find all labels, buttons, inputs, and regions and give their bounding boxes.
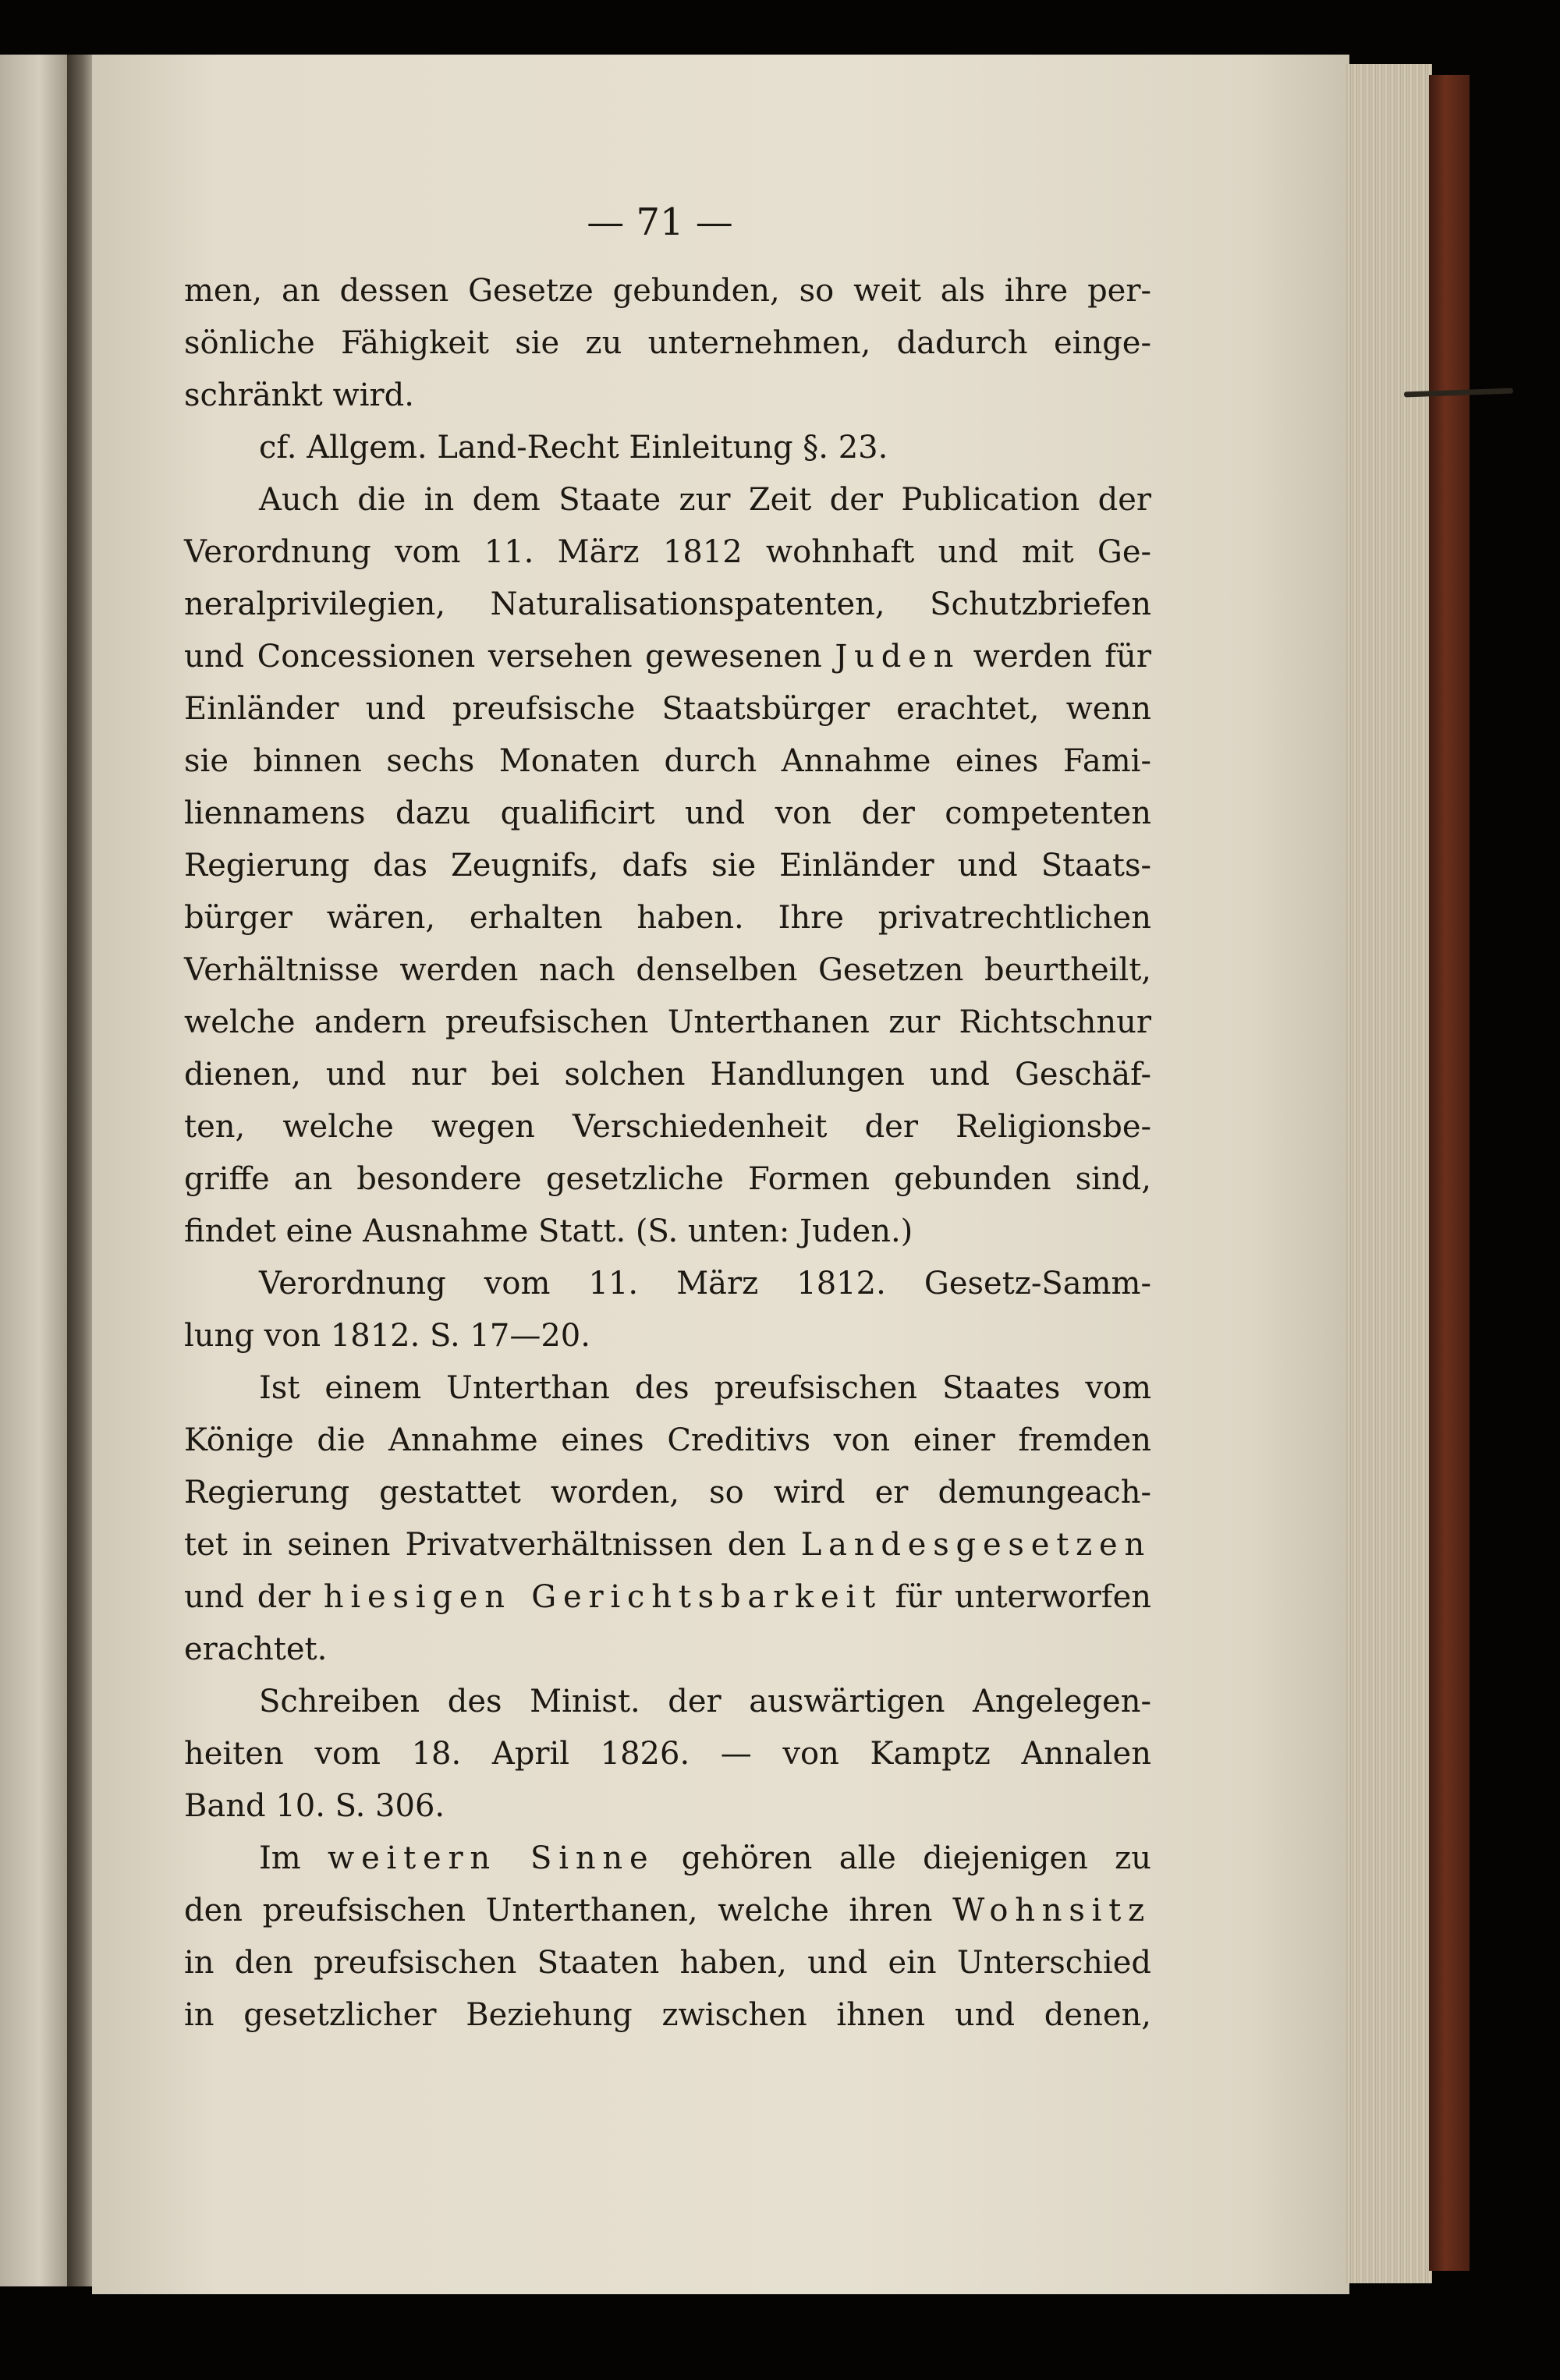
text-line: schränkt wird.: [184, 377, 414, 413]
text-line: Regierung das Zeugnifs, dafs sie Einländer und Staats-: [184, 848, 1151, 884]
text-line: griffe an besondere gesetzliche Formen gebunden sind,: [184, 1161, 1151, 1197]
text-line: sönliche Fähigkeit sie zu unternehmen, dadurch einge-: [184, 325, 1151, 361]
text-line: Regierung gestattet worden, so wird er demungeach-: [184, 1475, 1151, 1511]
text-line: neralprivilegien, Naturalisationspatenten, Schutzbriefen: [184, 586, 1151, 622]
text-run: und der: [184, 1579, 311, 1615]
text-line: findet eine Ausnahme Statt. (S. unten: Juden.): [184, 1213, 913, 1249]
spaced-emphasis: hiesigen Gerichtsbarkeit: [323, 1579, 882, 1615]
text-run: gehören alle diejenigen zu: [681, 1840, 1151, 1876]
text-line: welche andern preufsischen Unterthanen zur Richtschnur: [184, 1004, 1151, 1040]
text-line: ten, welche wegen Verschiedenheit der Religionsbe-: [184, 1109, 1151, 1145]
text-run: für unterworfen: [895, 1579, 1151, 1615]
book-cover-edge: [1429, 75, 1470, 2271]
text-run: werden für: [973, 639, 1151, 675]
text-line: Verordnung vom 11. März 1812 wohnhaft und mit Ge-: [184, 534, 1151, 570]
text-line: heiten vom 18. April 1826. — von Kamptz Annalen: [184, 1736, 1151, 1772]
page-number-header: — 71 —: [587, 200, 733, 244]
page-text: [184, 179, 1151, 2042]
text-line: [184, 1833, 1151, 1885]
text-line: lung von 1812. S. 17—20.: [184, 1318, 590, 1354]
text-line: [184, 1571, 1151, 1624]
text-line: cf. Allgem. Land-Recht Einleitung §. 23.: [259, 430, 888, 466]
spaced-emphasis: weitern Sinne: [328, 1840, 655, 1876]
spaced-emphasis: Wohnsitz: [952, 1893, 1152, 1928]
text-run: und Concessionen versehen gewesenen: [184, 639, 822, 675]
spaced-emphasis: Landesgesetzen: [800, 1527, 1152, 1563]
text-line: Auch die in dem Staate zur Zeit der Publication der: [259, 482, 1151, 518]
text-line: [184, 631, 1151, 683]
text-line: Verhältnisse werden nach denselben Gesetzen beurtheilt,: [184, 952, 1151, 988]
spaced-emphasis: Juden: [835, 639, 961, 675]
text-run: tet in seinen Privatverhältnissen den: [184, 1527, 786, 1563]
text-line: men, an dessen Gesetze gebunden, so weit als ihre per-: [184, 273, 1151, 309]
text-line: in gesetzlicher Beziehung zwischen ihnen und denen,: [184, 1997, 1151, 2033]
text-line: Könige die Annahme eines Creditivs von einer fremden: [184, 1422, 1151, 1458]
text-line: [184, 1519, 1151, 1571]
text-line: Einländer und preufsische Staatsbürger erachtet, wenn: [184, 691, 1151, 727]
text-line: Band 10. S. 306.: [184, 1788, 445, 1824]
text-line: Verordnung vom 11. März 1812. Gesetz-Samm-: [259, 1266, 1151, 1302]
text-run: Im: [259, 1840, 301, 1876]
page-stack-edges: [1345, 64, 1432, 2283]
left-page-edge: [0, 55, 72, 2286]
text-line: liennamens dazu qualificirt und von der competenten: [184, 795, 1151, 831]
text-line: bürger wären, erhalten haben. Ihre privatrechtlichen: [184, 900, 1151, 936]
text-line: [184, 1885, 1151, 1937]
text-line: dienen, und nur bei solchen Handlungen und Geschäf-: [184, 1057, 1151, 1093]
text-line: sie binnen sechs Monaten durch Annahme eines Fami-: [184, 743, 1151, 779]
text-line: in den preufsischen Staaten haben, und ein Unterschied: [184, 1945, 1151, 1981]
text-line: erachtet.: [184, 1631, 328, 1667]
text-line: Ist einem Unterthan des preufsischen Staates vom: [259, 1370, 1151, 1406]
text-line: Schreiben des Minist. der auswärtigen Angelegen-: [259, 1684, 1151, 1719]
text-run: den preufsischen Unterthanen, welche ihren: [184, 1893, 933, 1928]
